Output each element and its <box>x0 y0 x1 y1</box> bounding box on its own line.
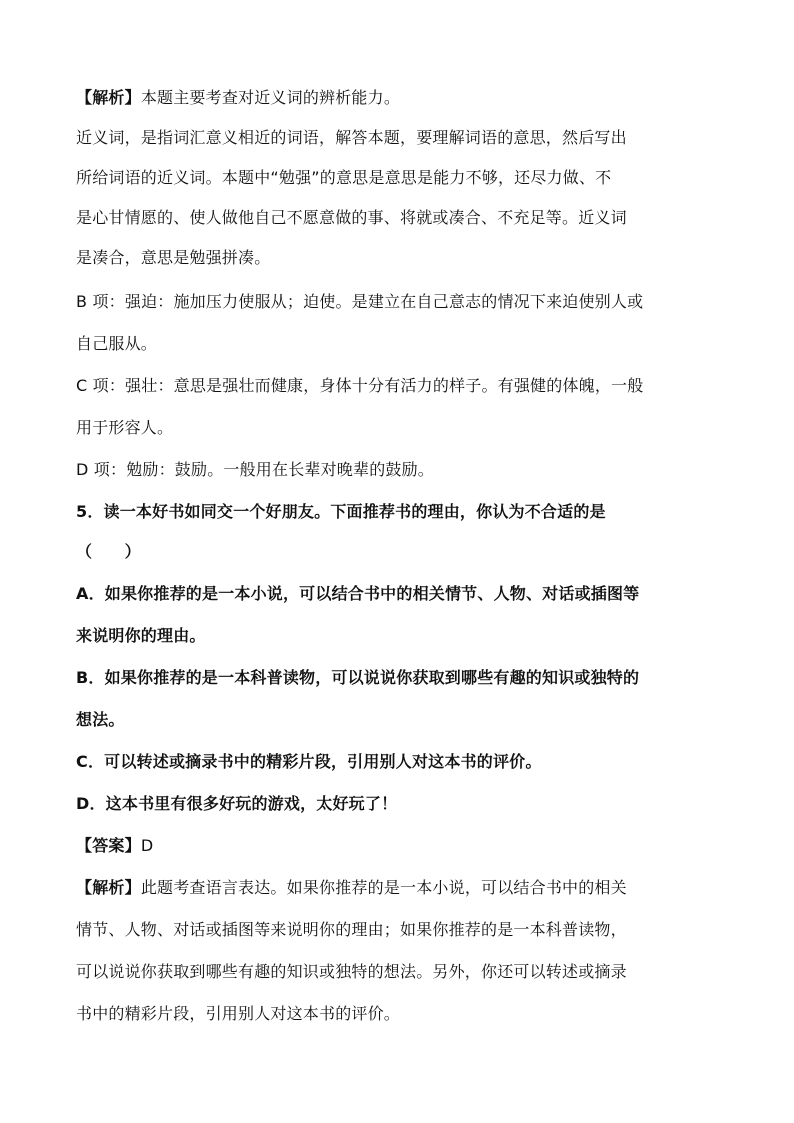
question-5-option-b-line-1: B．如果你推荐的是一本科普读物，可以说说你获取到哪些有趣的知识或独特的 <box>76 668 640 687</box>
analysis-1-line-2: 近义词，是指词汇意义相近的词语，解答本题，要理解词语的意思，然后写出 <box>76 128 627 147</box>
analysis-1-line-4: 是心甘情愿的、使人做他自己不愿意做的事、将就或凑合、不充足等。近义词 <box>76 208 627 227</box>
answer-tag: 【答案】 <box>76 836 141 855</box>
question-5-stem-line-1: 5．读一本好书如同交一个好朋友。下面推荐书的理由，你认为不合适的是 <box>76 502 606 521</box>
question-5-option-a-line-1: A．如果你推荐的是一本小说，可以结合书中的相关情节、人物、对话或插图等 <box>76 584 640 603</box>
analysis-1-line-5: 是凑合，意思是勉强拼凑。 <box>76 248 271 267</box>
option-c-explain-line-1: C 项：强壮：意思是强壮而健康，身体十分有活力的样子。有强健的体魄，一般 <box>76 376 644 395</box>
question-5-answer-bracket: （ ） <box>76 542 141 561</box>
question-5-option-c-line-1: C．可以转述或摘录书中的精彩片段，引用别人对这本书的评价。 <box>76 752 542 771</box>
analysis-2-line-3: 可以说说你获取到哪些有趣的知识或独特的想法。另外，你还可以转述或摘录 <box>76 962 627 981</box>
analysis-1-text: 本题主要考查对近义词的辨析能力。 <box>140 88 401 107</box>
question-5-option-d-line-1: D．这本书里有很多好玩的游戏，太好玩了！ <box>76 794 398 813</box>
answer-line <box>76 834 726 858</box>
analysis-2-text: 此题考查语言表达。如果你推荐的是一本小说，可以结合书中的相关 <box>140 878 627 897</box>
analysis-1-tag: 【解析】 <box>76 88 141 107</box>
analysis-2-line-4: 书中的精彩片段，引用别人对这本书的评价。 <box>76 1004 401 1023</box>
question-5-option-a-line-2: 来说明你的理由。 <box>76 626 206 645</box>
option-d-explain-line-1: D 项：勉励：鼓励。一般用在长辈对晚辈的鼓励。 <box>76 460 435 479</box>
question-5-option-b-line-2: 想法。 <box>76 710 125 729</box>
answer-value: D <box>140 836 154 855</box>
analysis-2-line-2: 情节、人物、对话或插图等来说明你的理由；如果你推荐的是一本科普读物， <box>76 920 627 939</box>
analysis-1-line-3: 所给词语的近义词。本题中“勉强”的意思是意思是能力不够，还尽力做、不 <box>76 168 612 187</box>
analysis-1-line-1 <box>76 86 726 110</box>
analysis-2-line-1 <box>76 876 726 900</box>
option-b-explain-line-2: 自己服从。 <box>76 334 158 353</box>
option-b-explain-line-1: B 项：强迫：施加压力使服从；迫使。是建立在自己意志的情况下来迫使别人或 <box>76 292 644 311</box>
analysis-2-tag: 【解析】 <box>76 878 141 897</box>
option-c-explain-line-2: 用于形容人。 <box>76 418 174 437</box>
